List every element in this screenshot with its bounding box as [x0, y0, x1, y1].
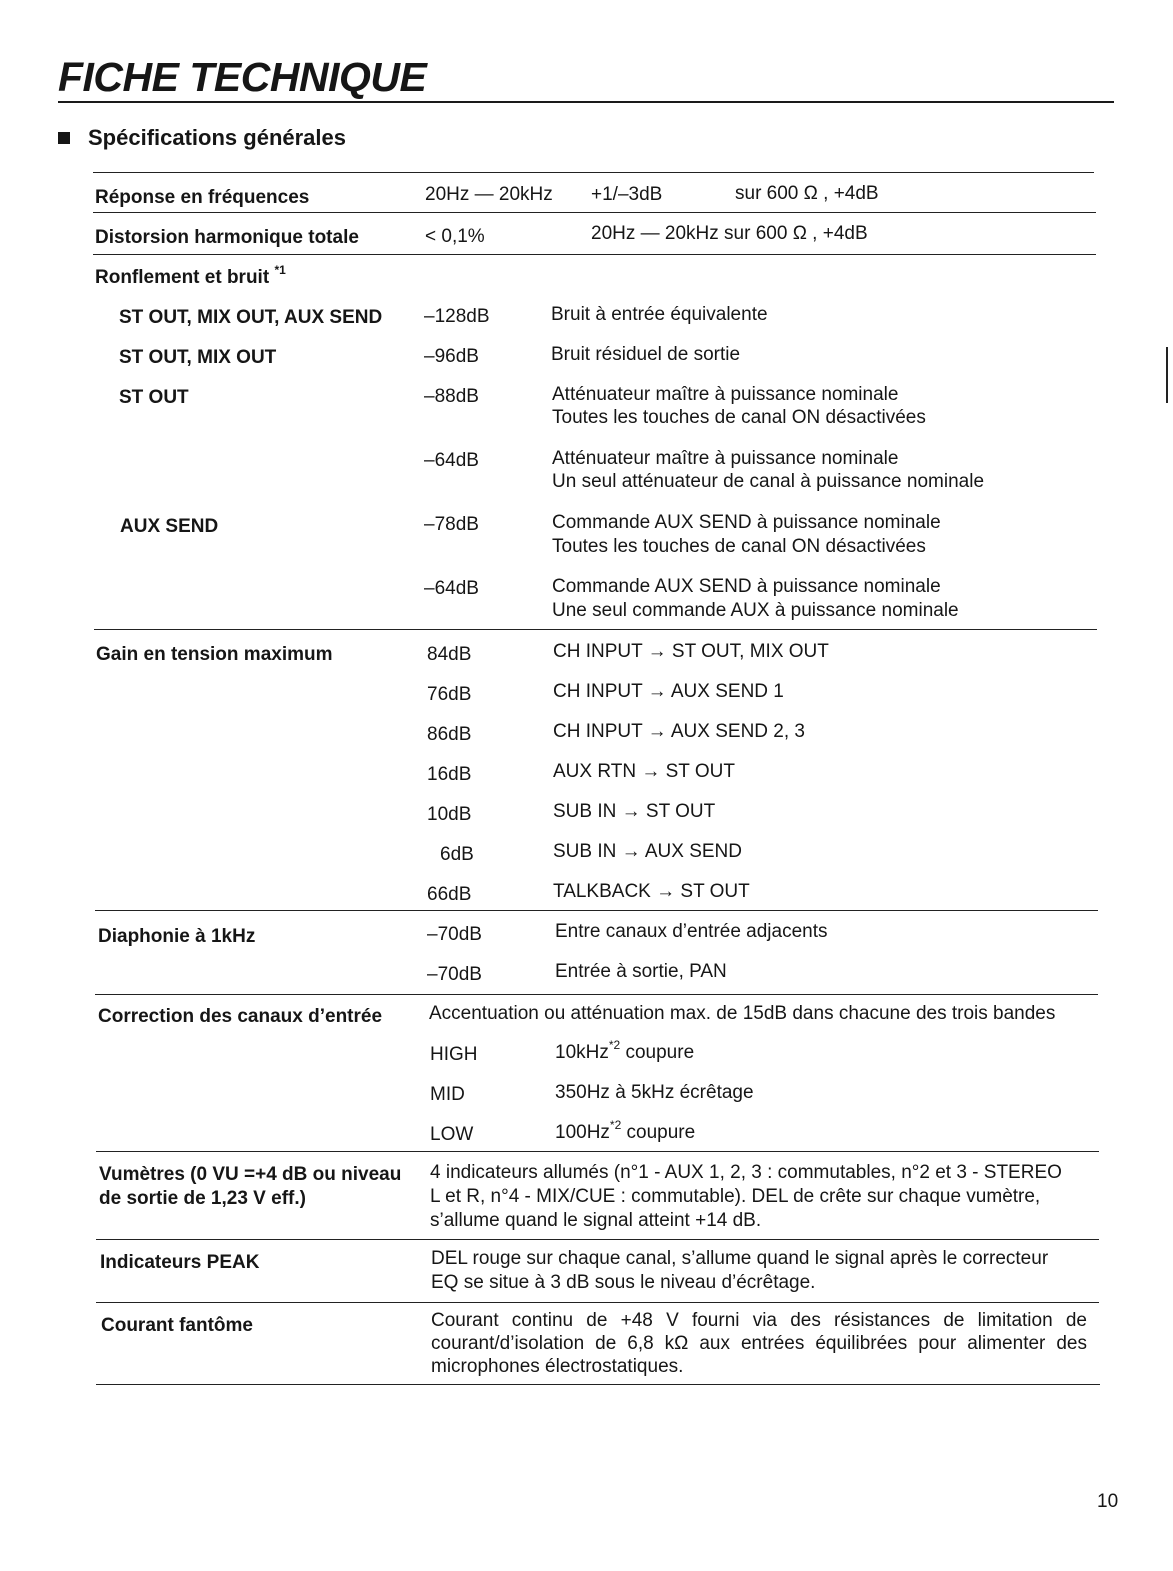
noise-description: Une seul commande AUX à puissance nominale [552, 600, 959, 621]
noise-value: –96dB [424, 346, 479, 367]
vumetres-description: 4 indicateurs allumés (n°1 - AUX 1, 2, 3 : commutables, n°2 et 3 - STEREO [430, 1162, 1062, 1183]
footnote-marker: *2 [608, 1037, 621, 1052]
gain-value: 16dB [427, 764, 472, 785]
eq-band-description: 10kHz$^{*2}$ coupure [555, 1037, 695, 1063]
sub-label: ST OUT [119, 387, 189, 408]
noise-description: Toutes les touches de canal ON désactivées [552, 407, 926, 428]
gain-path: TALKBACK → ST OUT [553, 881, 750, 902]
sub-label: ST OUT, MIX OUT, AUX SEND [119, 307, 383, 328]
noise-value: –64dB [424, 450, 479, 471]
noise-value: –78dB [424, 514, 479, 535]
gain-path: SUB IN → ST OUT [553, 801, 716, 822]
page-number: 10 [1097, 1491, 1119, 1512]
spec-label-diaphonie: Diaphonie à 1kHz [98, 926, 256, 947]
sub-label: ST OUT, MIX OUT [119, 347, 277, 368]
spec-label-peak: Indicateurs PEAK [100, 1252, 260, 1273]
margin-mark [1166, 347, 1168, 403]
row-divider [96, 1239, 1099, 1240]
title-rule [58, 101, 1114, 103]
spec-label-gain: Gain en tension maximum [96, 644, 333, 665]
spec-label-vumetres-line2: de sortie de 1,23 V eff.) [99, 1188, 306, 1209]
row-divider [93, 172, 1094, 173]
square-bullet-icon [58, 132, 70, 144]
row-divider [96, 1384, 1100, 1385]
spec-label-correction: Correction des canaux d’entrée [98, 1006, 383, 1027]
noise-description: Bruit à entrée équivalente [551, 304, 768, 325]
gain-path: CH INPUT → AUX SEND 2, 3 [553, 721, 805, 742]
gain-value: 66dB [427, 884, 472, 905]
gain-value: 76dB [427, 684, 472, 705]
spec-value-distorsion: < 0,1% [425, 226, 485, 247]
page-title: FICHE TECHNIQUE [58, 54, 427, 100]
row-divider [96, 1151, 1099, 1152]
gain-value: 84dB [427, 644, 472, 665]
peak-description: EQ se situe à 3 dB sous le niveau d’écrêtage. [431, 1272, 816, 1293]
row-divider [94, 629, 1097, 630]
sub-label: AUX SEND [120, 516, 219, 537]
gain-value: 10dB [427, 804, 472, 825]
eq-band-description: 350Hz à 5kHz écrêtage [555, 1082, 754, 1103]
eq-band: LOW [430, 1124, 474, 1145]
crosstalk-description: Entre canaux d’entrée adjacents [555, 921, 828, 942]
crosstalk-description: Entrée à sortie, PAN [555, 961, 727, 982]
row-divider [93, 254, 1096, 255]
spec-label-vumetres-line1: Vumètres (0 VU =+4 dB ou niveau [99, 1164, 402, 1185]
gain-value: 6dB [440, 844, 474, 865]
gain-path: AUX RTN → ST OUT [553, 761, 735, 782]
fantome-description: Courant continu de +48 V fourni via des résistances de limitation de courant/d’isolation de 6,8 kΩ aux entrées équilibrées pour alimenter des microphones électrostatiques. [431, 1310, 1087, 1377]
spec-value-reponse-condition: sur 600 Ω , +4dB [735, 183, 879, 204]
gain-value: 86dB [427, 724, 472, 745]
noise-value: –88dB [424, 386, 479, 407]
gain-path: CH INPUT → AUX SEND 1 [553, 681, 784, 702]
spec-value-distorsion-condition: 20Hz — 20kHz sur 600 Ω , +4dB [591, 223, 868, 244]
peak-description: DEL rouge sur chaque canal, s’allume quand le signal après le correcteur [431, 1248, 1049, 1269]
row-divider [96, 1302, 1099, 1303]
footnote-marker: *1 [274, 262, 286, 277]
eq-band-description: 100Hz$^{*2}$ coupure [555, 1117, 696, 1143]
spec-label-fantome: Courant fantôme [101, 1315, 253, 1336]
noise-description: Atténuateur maître à puissance nominale [552, 448, 899, 469]
row-divider [95, 910, 1098, 911]
row-divider [95, 994, 1098, 995]
eq-description: Accentuation ou atténuation max. de 15dB dans chacune des trois bandes [429, 1003, 1056, 1024]
noise-description: Toutes les touches de canal ON désactivées [552, 536, 926, 557]
crosstalk-value: –70dB [427, 964, 482, 985]
vumetres-description: L et R, n°4 - MIX/CUE : commutable). DEL de crête sur chaque vumètre, [430, 1186, 1041, 1207]
crosstalk-value: –70dB [427, 924, 482, 945]
gain-path: CH INPUT → ST OUT, MIX OUT [553, 641, 829, 662]
noise-description: Un seul atténuateur de canal à puissance nominale [552, 471, 985, 492]
footnote-marker: *2 [609, 1117, 622, 1132]
noise-value: –64dB [424, 578, 479, 599]
gain-path: SUB IN → AUX SEND [553, 841, 742, 862]
eq-band: MID [430, 1084, 465, 1105]
section-heading [58, 124, 346, 152]
noise-value: –128dB [424, 306, 490, 327]
spec-value-reponse-range: 20Hz — 20kHz [425, 184, 553, 205]
section-title: Spécifications générales [88, 125, 346, 150]
noise-description: Atténuateur maître à puissance nominale [552, 384, 899, 405]
row-divider [93, 212, 1096, 213]
noise-description: Bruit résiduel de sortie [551, 344, 741, 365]
spec-value-reponse-tolerance: +1/–3dB [591, 184, 663, 205]
vumetres-description: s’allume quand le signal atteint +14 dB. [430, 1210, 762, 1231]
spec-label-reponse: Réponse en fréquences [95, 187, 310, 208]
noise-description: Commande AUX SEND à puissance nominale [552, 576, 941, 597]
eq-band: HIGH [430, 1044, 478, 1065]
noise-description: Commande AUX SEND à puissance nominale [552, 512, 941, 533]
spec-label-ronflement: Ronflement et bruit $^{*1}$ [95, 262, 286, 288]
spec-label-distorsion: Distorsion harmonique totale [95, 227, 359, 248]
